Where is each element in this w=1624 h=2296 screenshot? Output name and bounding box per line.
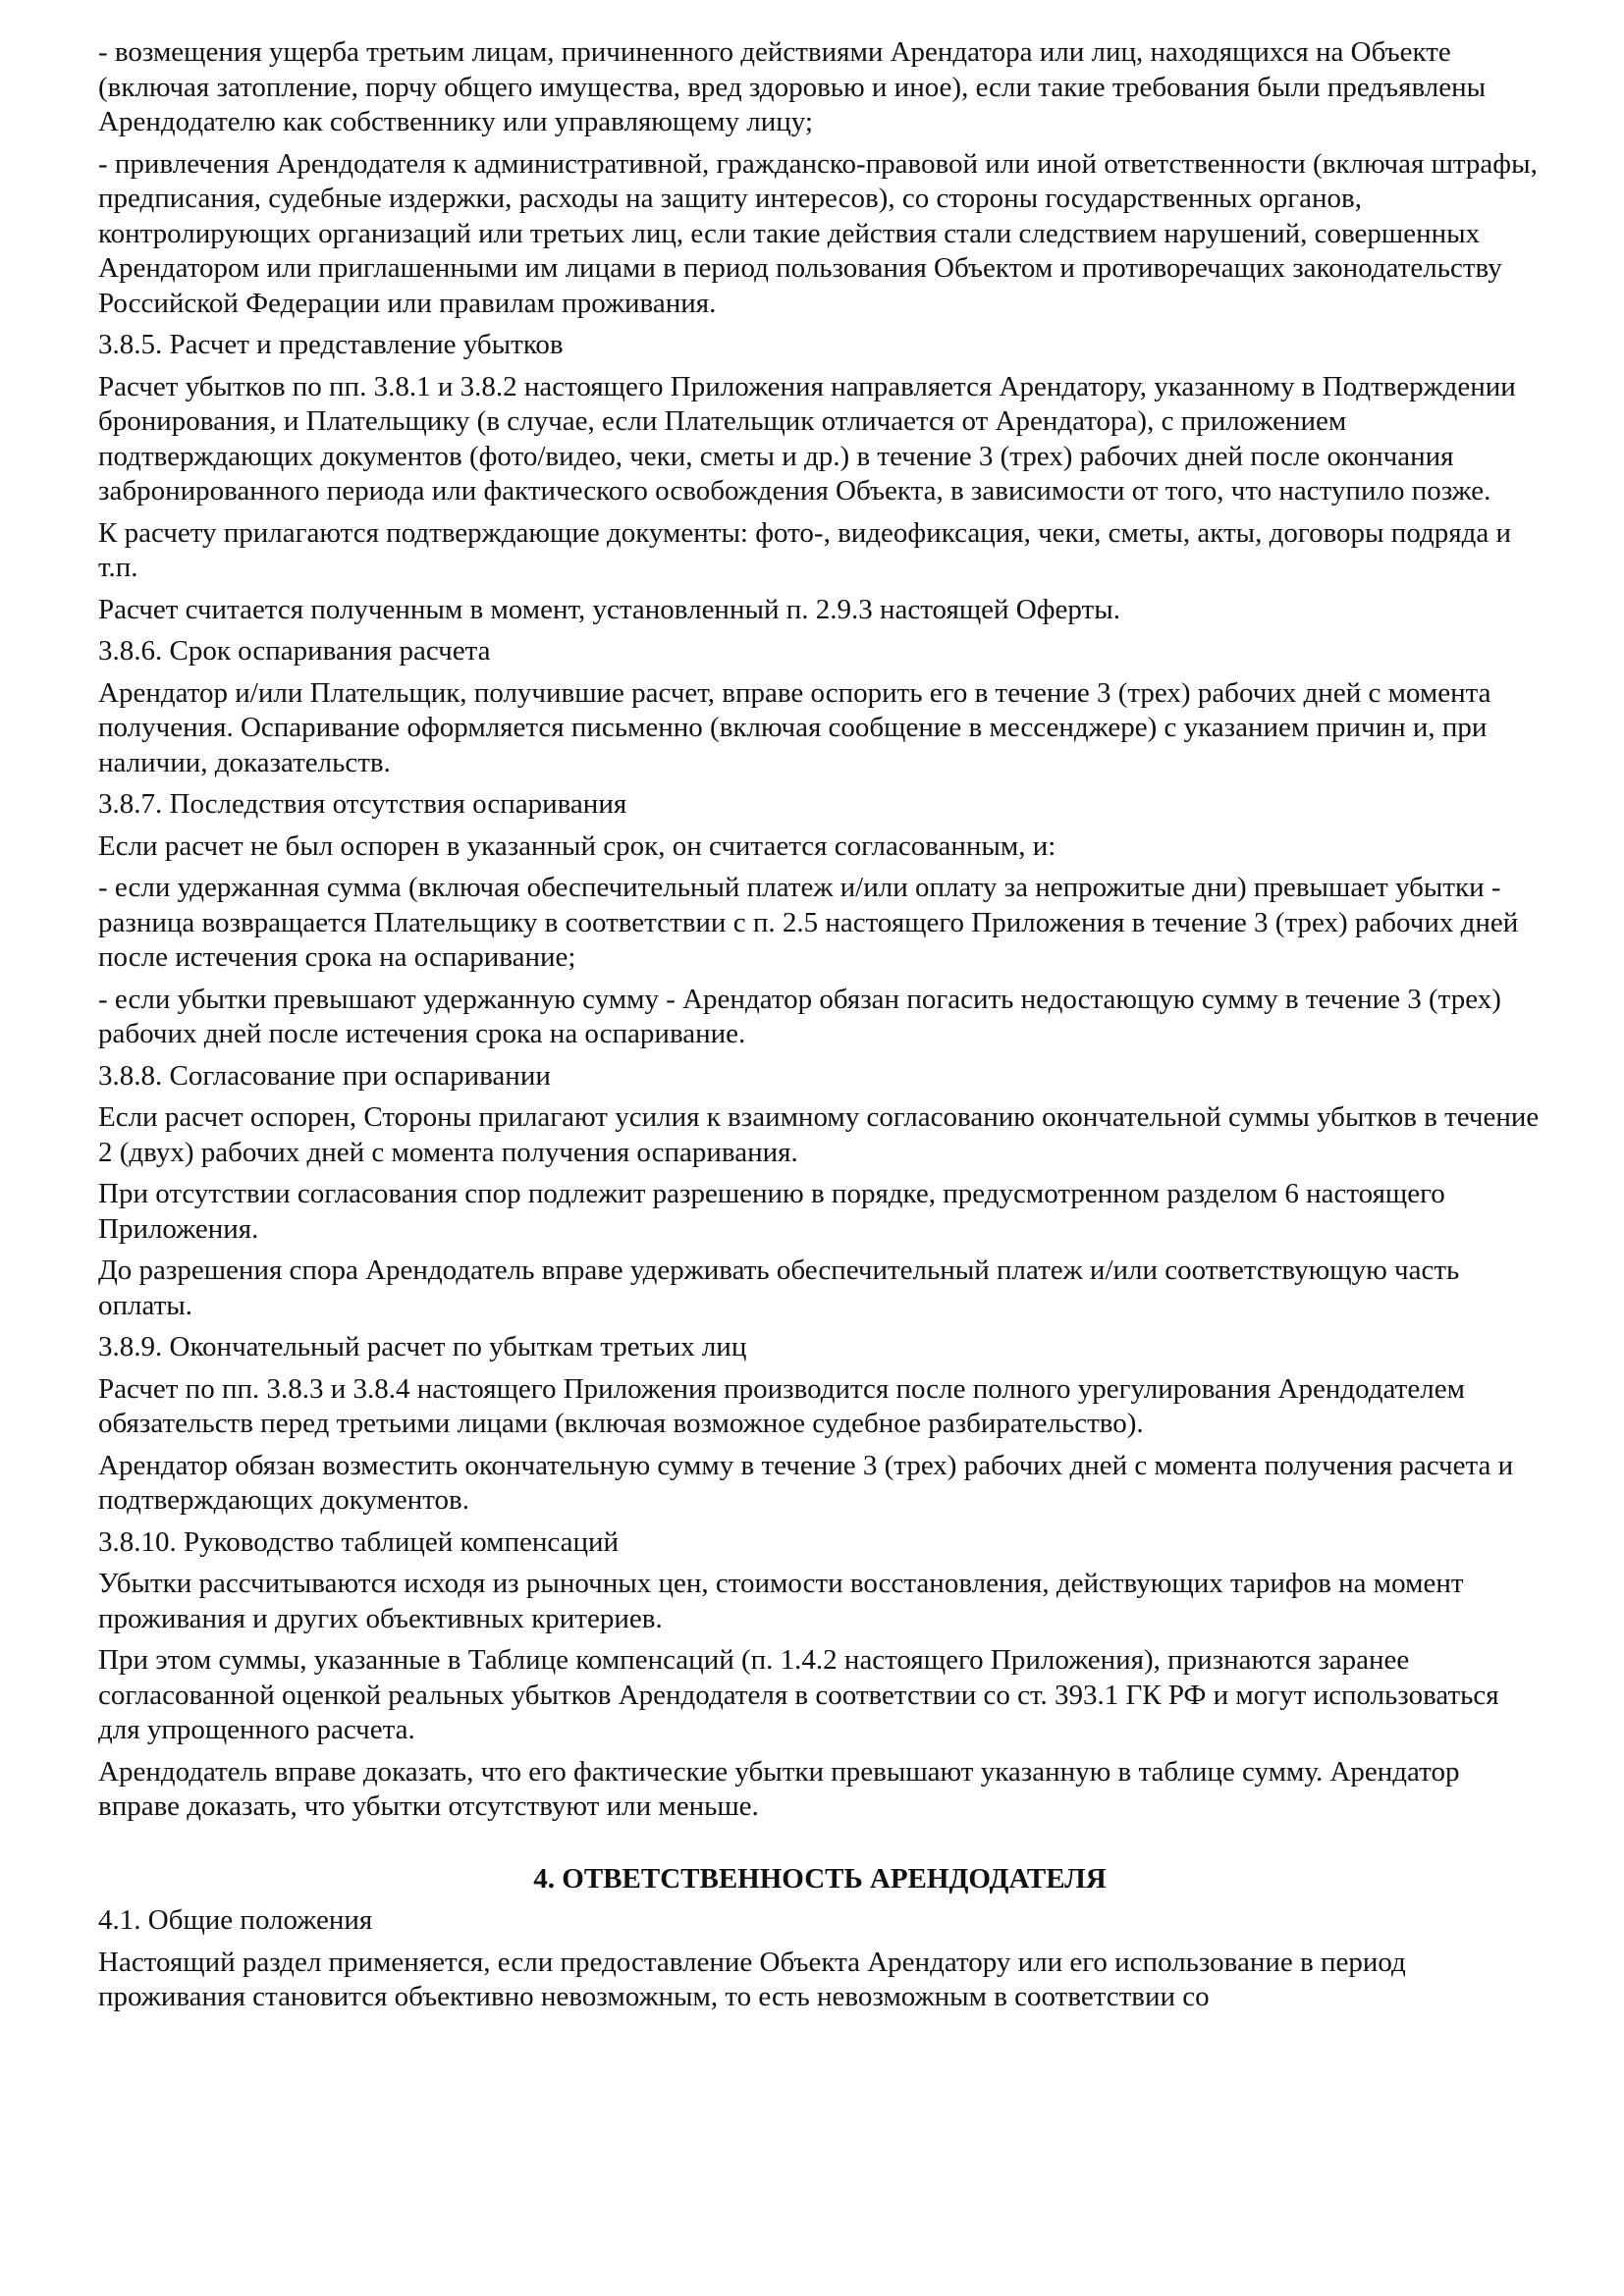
paragraph-final-compensation: Арендатор обязан возместить окончательную сумму в течение 3 (трех) рабочих дней с момента получения расчета и подтверждающих документов. <box>98 1449 1514 1516</box>
document-page <box>98 35 1542 2022</box>
paragraph-mutual-agreement: Если расчет оспорен, Стороны прилагают усилия к взаимному согласованию окончательной суммы убытков в течение 2 (двух) рабочих дней с момента получения оспаривания. <box>98 1101 1540 1168</box>
paragraph-dispute-period: Арендатор и/или Плательщик, получившие расчет, вправе оспорить его в течение 3 (трех) рабочих дней с момента получения. Оспаривание оформляется письменно (включая сообщение в мессенджере) с указанием причин и, при наличии, доказательств. <box>98 676 1491 778</box>
paragraph-market-prices: Убытки рассчитываются исходя из рыночных цен, стоимости восстановления, действующих тарифов на момент проживания и других объективных критериев. <box>98 1568 1464 1634</box>
paragraph-loss-calculation: Расчет убытков по пп. 3.8.1 и 3.8.2 настоящего Приложения направляется Арендатору, указанному в Подтверждении бронирования, и Плательщику (в случае, если Плательщик отличается от Арендатора), с приложением подтверждающих документов (фото/видео, чеки, сметы и др.) в течение 3 (трех) рабочих дней после окончания забронированного периода или фактического освобождения Объекта, в зависимости от того, что наступило позже. <box>98 370 1516 507</box>
paragraph-withheld-exceeds: - если удержанная сумма (включая обеспечительный платеж и/или оплату за непрожитые дни) превышает убытки - разница возвращается Плательщику в соответствии с п. 2.5 настоящего Приложения в течение 3 (трех) рабочих дней после истечения срока на оспаривание; <box>98 872 1519 973</box>
paragraph-supporting-documents: К расчету прилагаются подтверждающие документы: фото-, видеофиксация, чеки, сметы, акты, договоры подряда и т.п. <box>98 516 1511 583</box>
paragraph-compensation-table: При этом суммы, указанные в Таблице компенсаций (п. 1.4.2 настоящего Приложения), признаются заранее согласованной оценкой реальных убытков Арендодателя в соответствии со ст. 393.1 ГК РФ и могут использоваться для упрощенного расчета. <box>98 1644 1499 1745</box>
paragraph-calculation-received: Расчет считается полученным в момент, установленный п. 2.9.3 настоящей Оферты. <box>98 593 1120 625</box>
paragraph-general-provisions: Настоящий раздел применяется, если предоставление Объекта Арендатору или его использование в период проживания становится объективно невозможным, то есть невозможным в соответствии со <box>98 1946 1406 2012</box>
clause-heading-3-8-8: 3.8.8. Согласование при оспаривании <box>98 1059 551 1092</box>
paragraph-administrative-liability: - привлечения Арендодателя к административной, гражданско-правовой или иной ответственности (включая штрафы, предписания, судебные издержки, расходы на защиту интересов), со стороны государственных органов, контролирующих организаций или третьих лиц, если такие действия стали следствием нарушений, совершенных Арендатором или приглашенными им лицами в период пользования Объектом и противоречащих законодательству Российской Федерации или правилам проживания. <box>98 147 1538 319</box>
paragraph-losses-exceed: - если убытки превышают удержанную сумму - Арендатор обязан погасить недостающую сумму в течение 3 (трех) рабочих дней после истечения срока на оспаривание. <box>98 983 1501 1049</box>
section-heading: 4. ОТВЕТСТВЕННОСТЬ АРЕНДОДАТЕЛЯ <box>533 1862 1107 1895</box>
clause-heading-3-8-7: 3.8.7. Последствия отсутствия оспаривания <box>98 788 627 820</box>
paragraph-no-agreement: При отсутствии согласования спор подлежит разрешению в порядке, предусмотренном разделом 6 настоящего Приложения. <box>98 1178 1445 1245</box>
document-body-top <box>98 35 1542 1825</box>
clause-heading-3-8-6: 3.8.6. Срок оспаривания расчета <box>98 635 491 667</box>
clause-heading-4-1: 4.1. Общие положения <box>98 1904 373 1936</box>
paragraph-damage-third-parties: - возмещения ущерба третьим лицам, причиненного действиями Арендатора или лиц, находящихся на Объекте (включая затопление, порчу общего имущества, вред здоровью и иное), если такие требования были предъявлены Арендодателю как собственнику или управляющему лицу; <box>98 36 1487 137</box>
document-body-bottom <box>98 1903 1542 2015</box>
paragraph-not-disputed: Если расчет не был оспорен в указанный срок, он считается согласованным, и: <box>98 829 1056 862</box>
clause-heading-3-8-5: 3.8.5. Расчет и представление убытков <box>98 329 564 360</box>
paragraph-third-party-settlement: Расчет по пп. 3.8.3 и 3.8.4 настоящего Приложения производится после полного урегулирования Арендодателем обязательств перед третьими лицами (включая возможное судебное разбирательство). <box>98 1372 1465 1439</box>
clause-heading-3-8-9: 3.8.9. Окончательный расчет по убыткам третьих лиц <box>98 1331 747 1362</box>
paragraph-until-resolution: До разрешения спора Арендодатель вправе удерживать обеспечительный платеж и/или соответствующую часть оплаты. <box>98 1255 1460 1321</box>
paragraph-prove-losses: Арендодатель вправе доказать, что его фактические убытки превышают указанную в таблице сумму. Арендатор вправе доказать, что убытки отсутствуют или меньше. <box>98 1755 1460 1822</box>
clause-heading-3-8-10: 3.8.10. Руководство таблицей компенсаций <box>98 1525 620 1558</box>
